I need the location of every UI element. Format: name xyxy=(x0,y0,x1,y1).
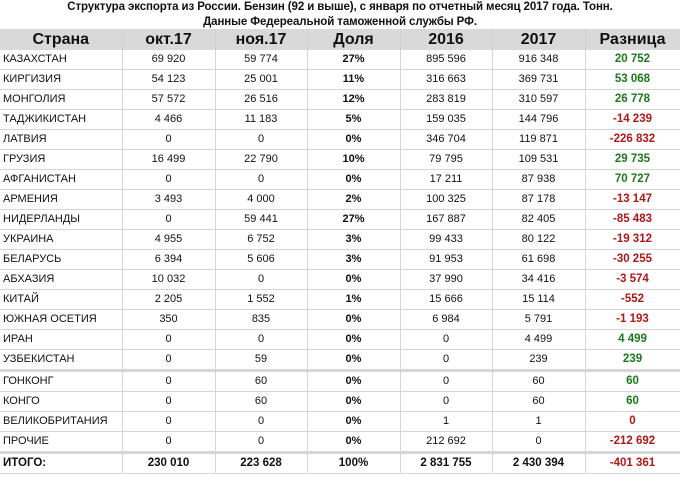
table-row xyxy=(0,190,680,210)
nov17-cell: 0 xyxy=(215,432,307,453)
oct17-cell: 54 123 xyxy=(122,70,215,90)
report-title xyxy=(0,0,680,29)
share-cell: 27% xyxy=(307,210,400,230)
y2016-cell: 15 666 xyxy=(400,290,492,310)
nov17-cell: 223 628 xyxy=(215,453,307,474)
diff-cell: -1 193 xyxy=(585,310,680,330)
y2016-cell: 0 xyxy=(400,371,492,392)
y2017-cell: 0 xyxy=(492,432,585,453)
nov17-cell: 6 752 xyxy=(215,230,307,250)
y2017-cell: 369 731 xyxy=(492,70,585,90)
oct17-cell: 0 xyxy=(122,392,215,412)
nov17-cell: 26 516 xyxy=(215,90,307,110)
nov17-cell: 0 xyxy=(215,270,307,290)
share-cell: 0% xyxy=(307,270,400,290)
y2017-cell: 109 531 xyxy=(492,150,585,170)
table-row xyxy=(0,270,680,290)
country-cell: АФГАНИСТАН xyxy=(0,170,122,190)
diff-cell: -14 239 xyxy=(585,110,680,130)
diff-cell: -13 147 xyxy=(585,190,680,210)
y2016-cell: 91 953 xyxy=(400,250,492,270)
table-row xyxy=(0,90,680,110)
share-cell: 0% xyxy=(307,350,400,371)
share-cell: 11% xyxy=(307,70,400,90)
y2017-cell: 60 xyxy=(492,371,585,392)
diff-cell: 0 xyxy=(585,412,680,432)
nov17-cell: 835 xyxy=(215,310,307,330)
diff-cell: -552 xyxy=(585,290,680,310)
share-cell: 0% xyxy=(307,392,400,412)
y2017-cell: 61 698 xyxy=(492,250,585,270)
nov17-cell: 0 xyxy=(215,170,307,190)
table-row xyxy=(0,150,680,170)
country-cell: ИТОГО: xyxy=(0,453,122,474)
table-row xyxy=(0,70,680,90)
share-cell: 2% xyxy=(307,190,400,210)
country-cell: ГРУЗИЯ xyxy=(0,150,122,170)
share-cell: 27% xyxy=(307,50,400,70)
share-cell: 12% xyxy=(307,90,400,110)
table-row xyxy=(0,50,680,70)
title-line-1: Структура экспорта из России. Бензин (92 и выше), с января по отчетный месяц 2017 года. Тонн. xyxy=(67,1,613,13)
y2017-cell: 4 499 xyxy=(492,330,585,350)
table-row xyxy=(0,210,680,230)
table-row xyxy=(0,350,680,371)
diff-cell: 60 xyxy=(585,371,680,392)
diff-cell: 53 068 xyxy=(585,70,680,90)
header-oct17: окт.17 xyxy=(122,29,215,50)
y2016-cell: 895 596 xyxy=(400,50,492,70)
export-table xyxy=(0,29,680,474)
oct17-cell: 0 xyxy=(122,210,215,230)
country-cell: КАЗАХСТАН xyxy=(0,50,122,70)
header-diff: Разница xyxy=(585,29,680,50)
share-cell: 1% xyxy=(307,290,400,310)
country-cell: ИРАН xyxy=(0,330,122,350)
country-cell: КИРГИЗИЯ xyxy=(0,70,122,90)
table-row xyxy=(0,432,680,453)
y2016-cell: 283 819 xyxy=(400,90,492,110)
y2016-cell: 79 795 xyxy=(400,150,492,170)
oct17-cell: 0 xyxy=(122,371,215,392)
table-row xyxy=(0,290,680,310)
oct17-cell: 0 xyxy=(122,330,215,350)
y2017-cell: 87 938 xyxy=(492,170,585,190)
country-cell: УКРАИНА xyxy=(0,230,122,250)
y2016-cell: 0 xyxy=(400,392,492,412)
country-cell: ЛАТВИЯ xyxy=(0,130,122,150)
oct17-cell: 4 955 xyxy=(122,230,215,250)
share-cell: 0% xyxy=(307,432,400,453)
share-cell: 3% xyxy=(307,230,400,250)
country-cell: УЗБЕКИСТАН xyxy=(0,350,122,371)
y2017-cell: 916 348 xyxy=(492,50,585,70)
diff-cell: 26 778 xyxy=(585,90,680,110)
nov17-cell: 60 xyxy=(215,392,307,412)
share-cell: 10% xyxy=(307,150,400,170)
nov17-cell: 59 xyxy=(215,350,307,371)
y2017-cell: 60 xyxy=(492,392,585,412)
header-2017: 2017 xyxy=(492,29,585,50)
y2016-cell: 99 433 xyxy=(400,230,492,250)
nov17-cell: 60 xyxy=(215,371,307,392)
oct17-cell: 6 394 xyxy=(122,250,215,270)
y2016-cell: 100 325 xyxy=(400,190,492,210)
diff-cell: -226 832 xyxy=(585,130,680,150)
share-cell: 5% xyxy=(307,110,400,130)
y2017-cell: 34 416 xyxy=(492,270,585,290)
table-row xyxy=(0,230,680,250)
nov17-cell: 1 552 xyxy=(215,290,307,310)
table-row xyxy=(0,250,680,270)
y2016-cell: 17 211 xyxy=(400,170,492,190)
oct17-cell: 0 xyxy=(122,412,215,432)
oct17-cell: 57 572 xyxy=(122,90,215,110)
share-cell: 0% xyxy=(307,371,400,392)
y2017-cell: 239 xyxy=(492,350,585,371)
country-cell: АБХАЗИЯ xyxy=(0,270,122,290)
table-body xyxy=(0,50,680,474)
table-row xyxy=(0,110,680,130)
oct17-cell: 350 xyxy=(122,310,215,330)
diff-cell: 70 727 xyxy=(585,170,680,190)
diff-cell: 60 xyxy=(585,392,680,412)
share-cell: 100% xyxy=(307,453,400,474)
share-cell: 0% xyxy=(307,170,400,190)
y2016-cell: 37 990 xyxy=(400,270,492,290)
nov17-cell: 0 xyxy=(215,330,307,350)
y2017-cell: 80 122 xyxy=(492,230,585,250)
nov17-cell: 4 000 xyxy=(215,190,307,210)
diff-cell: 20 752 xyxy=(585,50,680,70)
y2016-cell: 0 xyxy=(400,330,492,350)
oct17-cell: 10 032 xyxy=(122,270,215,290)
header-2016: 2016 xyxy=(400,29,492,50)
y2016-cell: 1 xyxy=(400,412,492,432)
diff-cell: -30 255 xyxy=(585,250,680,270)
header-country: Страна xyxy=(0,29,122,50)
nov17-cell: 5 606 xyxy=(215,250,307,270)
y2017-cell: 144 796 xyxy=(492,110,585,130)
y2017-cell: 82 405 xyxy=(492,210,585,230)
country-cell: БЕЛАРУСЬ xyxy=(0,250,122,270)
y2016-cell: 159 035 xyxy=(400,110,492,130)
diff-cell: 4 499 xyxy=(585,330,680,350)
table-row xyxy=(0,130,680,150)
table-row xyxy=(0,412,680,432)
share-cell: 0% xyxy=(307,330,400,350)
y2017-cell: 15 114 xyxy=(492,290,585,310)
header-row xyxy=(0,29,680,50)
table-row xyxy=(0,170,680,190)
y2016-cell: 2 831 755 xyxy=(400,453,492,474)
nov17-cell: 59 441 xyxy=(215,210,307,230)
diff-cell: 29 735 xyxy=(585,150,680,170)
oct17-cell: 0 xyxy=(122,432,215,453)
y2016-cell: 316 663 xyxy=(400,70,492,90)
total-row xyxy=(0,453,680,474)
country-cell: ВЕЛИКОБРИТАНИЯ xyxy=(0,412,122,432)
share-cell: 0% xyxy=(307,310,400,330)
diff-cell: -212 692 xyxy=(585,432,680,453)
y2016-cell: 167 887 xyxy=(400,210,492,230)
nov17-cell: 11 183 xyxy=(215,110,307,130)
diff-cell: 239 xyxy=(585,350,680,371)
y2017-cell: 87 178 xyxy=(492,190,585,210)
share-cell: 0% xyxy=(307,130,400,150)
oct17-cell: 4 466 xyxy=(122,110,215,130)
header-share: Доля xyxy=(307,29,400,50)
oct17-cell: 230 010 xyxy=(122,453,215,474)
y2017-cell: 119 871 xyxy=(492,130,585,150)
oct17-cell: 69 920 xyxy=(122,50,215,70)
country-cell: АРМЕНИЯ xyxy=(0,190,122,210)
y2016-cell: 212 692 xyxy=(400,432,492,453)
y2016-cell: 0 xyxy=(400,350,492,371)
nov17-cell: 0 xyxy=(215,412,307,432)
y2017-cell: 2 430 394 xyxy=(492,453,585,474)
country-cell: КОНГО xyxy=(0,392,122,412)
table-row xyxy=(0,392,680,412)
oct17-cell: 3 493 xyxy=(122,190,215,210)
country-cell: МОНГОЛИЯ xyxy=(0,90,122,110)
country-cell: ГОНКОНГ xyxy=(0,371,122,392)
diff-cell: -401 361 xyxy=(585,453,680,474)
country-cell: НИДЕРЛАНДЫ xyxy=(0,210,122,230)
oct17-cell: 0 xyxy=(122,350,215,371)
title-line-2: Данные Федереальной таможенной службы РФ. xyxy=(203,16,477,28)
oct17-cell: 0 xyxy=(122,130,215,150)
nov17-cell: 59 774 xyxy=(215,50,307,70)
y2017-cell: 310 597 xyxy=(492,90,585,110)
diff-cell: -19 312 xyxy=(585,230,680,250)
table-row xyxy=(0,310,680,330)
header-nov17: ноя.17 xyxy=(215,29,307,50)
diff-cell: -3 574 xyxy=(585,270,680,290)
y2016-cell: 6 984 xyxy=(400,310,492,330)
oct17-cell: 16 499 xyxy=(122,150,215,170)
country-cell: КИТАЙ xyxy=(0,290,122,310)
table-row xyxy=(0,371,680,392)
nov17-cell: 0 xyxy=(215,130,307,150)
nov17-cell: 22 790 xyxy=(215,150,307,170)
country-cell: ТАДЖИКИСТАН xyxy=(0,110,122,130)
table-row xyxy=(0,330,680,350)
diff-cell: -85 483 xyxy=(585,210,680,230)
country-cell: ПРОЧИЕ xyxy=(0,432,122,453)
share-cell: 0% xyxy=(307,412,400,432)
nov17-cell: 25 001 xyxy=(215,70,307,90)
y2017-cell: 5 791 xyxy=(492,310,585,330)
share-cell: 3% xyxy=(307,250,400,270)
y2017-cell: 1 xyxy=(492,412,585,432)
oct17-cell: 2 205 xyxy=(122,290,215,310)
country-cell: ЮЖНАЯ ОСЕТИЯ xyxy=(0,310,122,330)
oct17-cell: 0 xyxy=(122,170,215,190)
y2016-cell: 346 704 xyxy=(400,130,492,150)
